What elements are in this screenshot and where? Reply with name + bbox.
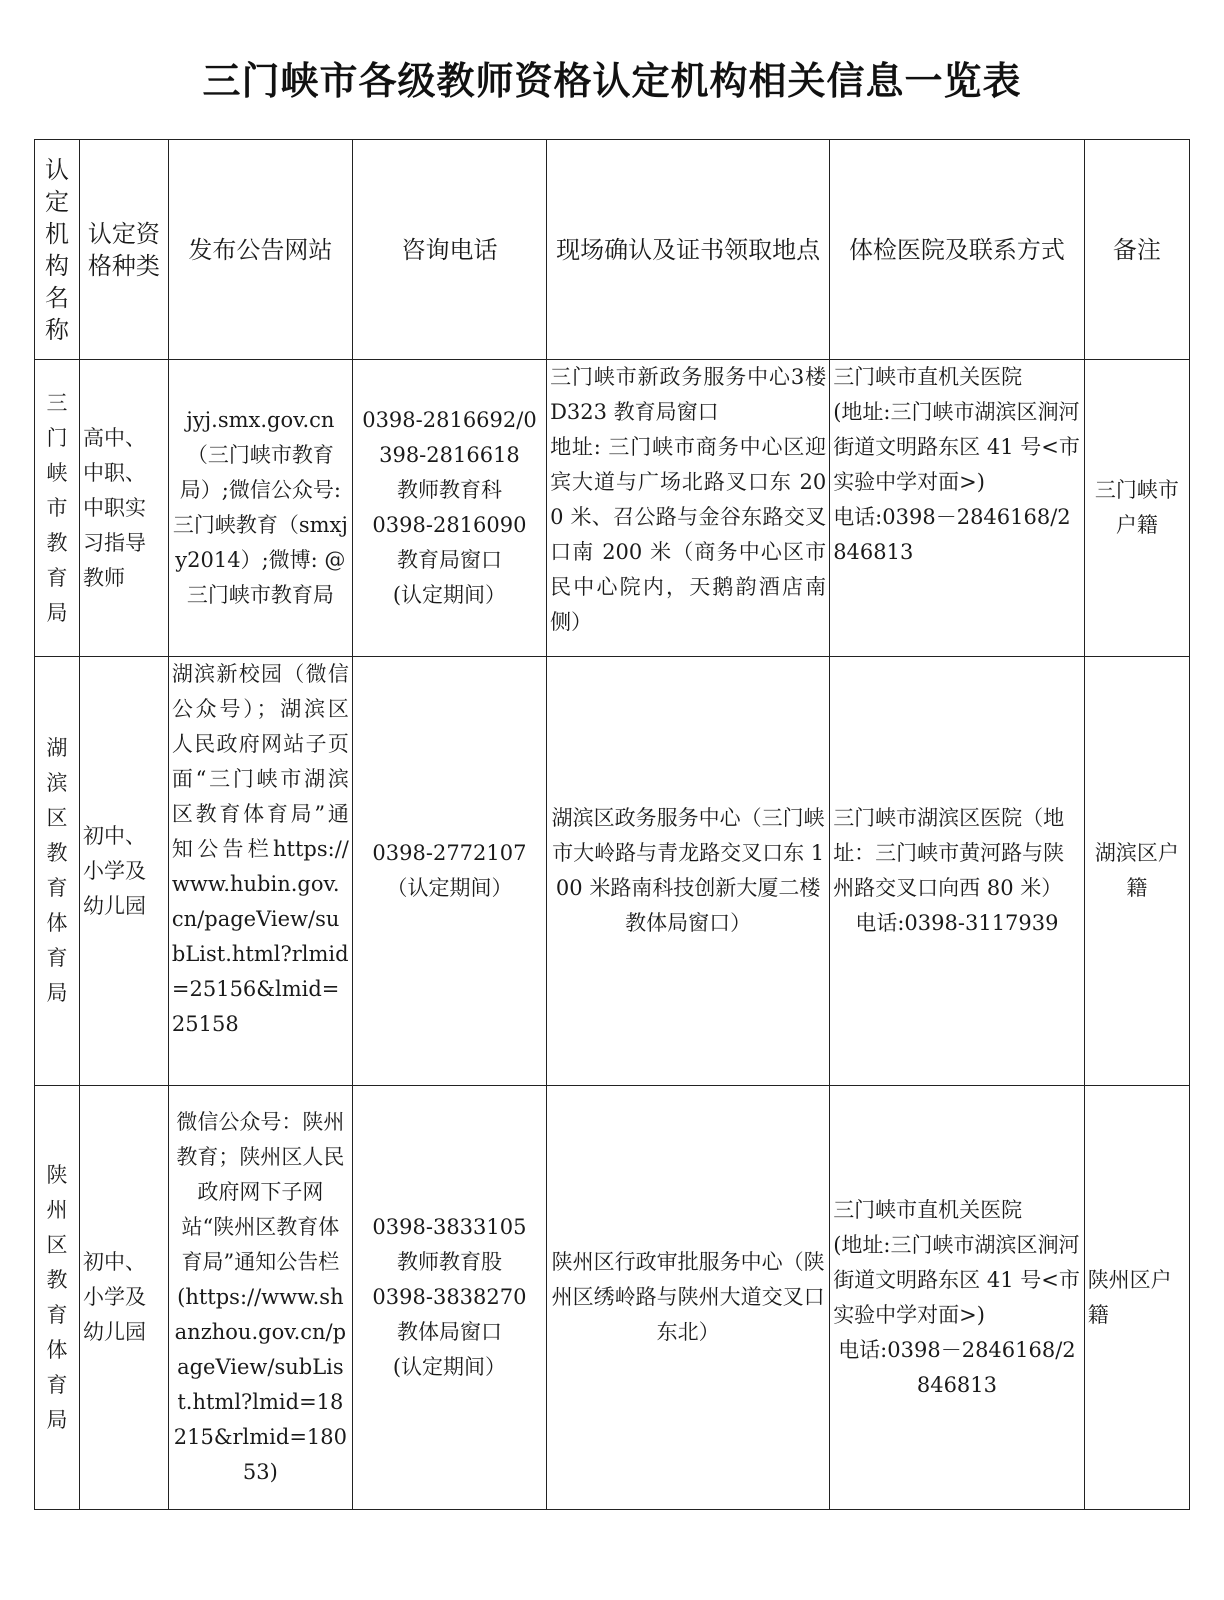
exam-hospital-cell: [830, 1086, 1085, 1510]
table-row: [35, 657, 1190, 1086]
confirm-location: 湖滨区政务服务中心（三门峡市大岭路与青龙路交叉口东 100 米路南科技创新大厦二楼教体局窗口）: [547, 657, 830, 1086]
header-note: 备注: [1084, 140, 1189, 360]
header-hospital: 体检医院及联系方式: [830, 140, 1085, 360]
org-name: 陕州区教育体育局: [35, 1086, 80, 1510]
exam-hospital: 三门峡市直机关医院 (地址:三门峡市湖滨区涧河街道文明路东区 41 号<市实验中学对面>): [833, 1197, 1080, 1327]
header-type: 认定资格种类: [79, 140, 168, 360]
consult-phone: 0398-3833105 教师教育股 0398-3838270 教体局窗口 (认定期间）: [352, 1086, 546, 1510]
consult-phone: 0398-2816692/0398-2816618 教师教育科 0398-2816090 教育局窗口 (认定期间）: [352, 360, 546, 657]
exam-hospital-cell: [830, 657, 1085, 1086]
institution-table: [34, 139, 1190, 1510]
consult-phone: 0398-2772107 （认定期间）: [352, 657, 546, 1086]
qualification-type: 高中、中职、中职实习指导教师: [79, 360, 168, 657]
table-row: [35, 1086, 1190, 1510]
exam-hospital-phone: 电话:0398-3117939: [855, 911, 1059, 935]
page-title: 三门峡市各级教师资格认定机构相关信息一览表: [202, 59, 1022, 103]
exam-hospital: 三门峡市湖滨区医院（地址：三门峡市黄河路与陕州路交叉口向西 80 米）: [833, 806, 1065, 900]
qualification-type: 初中、小学及幼儿园: [79, 1086, 168, 1510]
table-header-row: [35, 140, 1190, 360]
header-location: 现场确认及证书领取地点: [547, 140, 830, 360]
remark: 湖滨区户籍: [1084, 657, 1189, 1086]
remark: 三门峡市户籍: [1084, 360, 1189, 657]
notice-website: 微信公众号：陕州教育；陕州区人民政府网下子网站“陕州区教育体育局”通知公告栏(https://www.shanzhou.gov.cn/pageView/subList.html?lmid=18215&rlmid=18053): [168, 1086, 352, 1510]
qualification-type: 初中、小学及幼儿园: [79, 657, 168, 1086]
confirm-location: 三门峡市新政务服务中心3楼D323 教育局窗口 地址: 三门峡市商务中心区迎宾大道与广场北路叉口东 200 米、召公路与金谷东路交叉口南 200 米（商务中心区市民中心院内，天鹅韵酒店南侧）: [547, 360, 830, 657]
header-phone: 咨询电话: [352, 140, 546, 360]
exam-hospital-phone: 电话:0398－2846168/2846813: [838, 1337, 1076, 1397]
confirm-location: 陕州区行政审批服务中心（陕州区绣岭路与陕州大道交叉口东北）: [547, 1086, 830, 1510]
notice-website: 湖滨新校园（微信公众号）；湖滨区人民政府网站子页面“三门峡市湖滨区教育体育局”通知公告栏https://www.hubin.gov.cn/pageView/subList.html?rlmid=25156&lmid=25158: [168, 657, 352, 1086]
exam-hospital: 三门峡市直机关医院 (地址:三门峡市湖滨区涧河街道文明路东区 41 号<市实验中学对面>) 电话:0398－2846168/2846813: [830, 360, 1085, 657]
header-site: 发布公告网站: [168, 140, 352, 360]
header-org: 认定机构名称: [35, 140, 80, 360]
notice-website: jyj.smx.gov.cn（三门峡市教育局）;微信公众号:三门峡教育（smxjy2014）;微博: @三门峡市教育局: [168, 360, 352, 657]
table-row: [35, 360, 1190, 657]
org-name: 三门峡市教育局: [35, 360, 80, 657]
org-name: 湖滨区教育体育局: [35, 657, 80, 1086]
remark: 陕州区户籍: [1084, 1086, 1189, 1510]
